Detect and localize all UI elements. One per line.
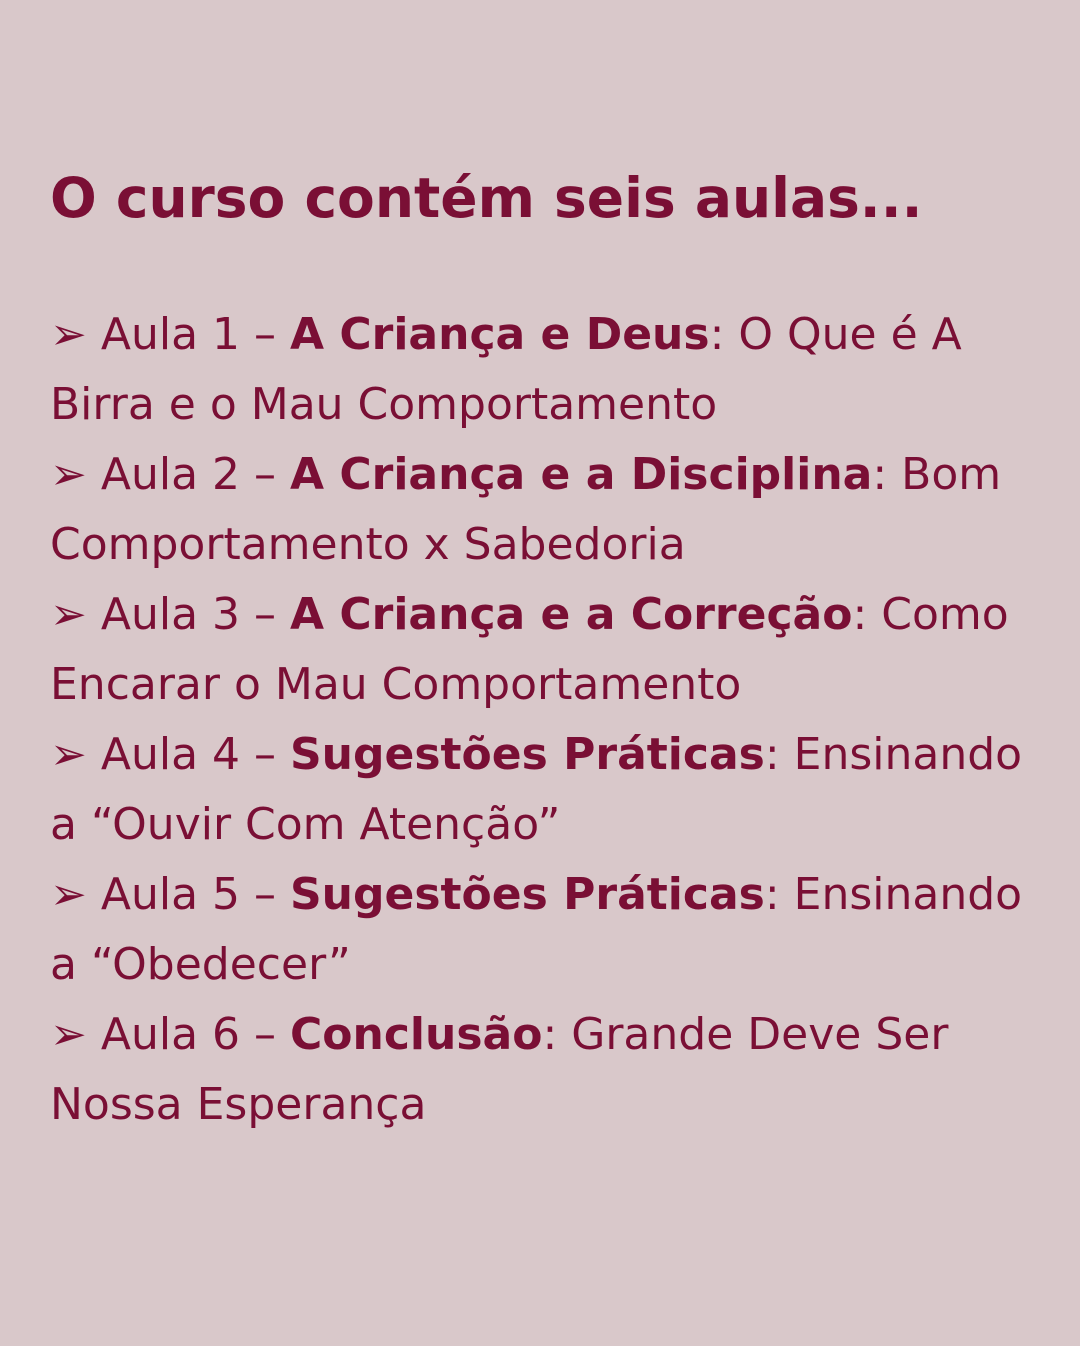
lesson-topic: Sugestões Práticas [289,869,765,920]
lesson-item-3 [50,580,1040,720]
lesson-description: : Bom Comportamento x Sabedoria [50,449,1002,570]
lesson-description: : Ensinando a “Obedecer” [50,869,1023,990]
lesson-description: : Grande Deve Ser Nossa Esperança [50,1009,949,1130]
lesson-topic: A Criança e Deus [289,309,710,360]
lesson-topic: Sugestões Práticas [289,729,765,780]
lesson-prefix: ➢ Aula 6 – [50,1009,290,1060]
lesson-item-1 [50,300,1040,440]
lesson-prefix: ➢ Aula 5 – [50,869,290,920]
lesson-description: : Ensinando a “Ouvir Com Atenção” [50,729,1023,850]
lesson-description: : O Que é A Birra e o Mau Comportamento [50,309,962,430]
lesson-topic: Conclusão [289,1009,543,1060]
lesson-topic: A Criança e a Correção [289,589,853,640]
lesson-prefix: ➢ Aula 2 – [50,449,290,500]
lesson-prefix: ➢ Aula 3 – [50,589,290,640]
lesson-item-2 [50,440,1040,580]
lesson-topic: A Criança e a Disciplina [289,449,873,500]
lesson-item-5 [50,860,1040,1000]
page-title: O curso contém seis aulas... [50,166,923,230]
lesson-prefix: ➢ Aula 1 – [50,309,290,360]
lesson-list [50,300,1040,1140]
lesson-item-6 [50,1000,1040,1140]
lesson-item-4 [50,720,1040,860]
lesson-description: : Como Encarar o Mau Comportamento [50,589,1009,710]
lesson-prefix: ➢ Aula 4 – [50,729,290,780]
